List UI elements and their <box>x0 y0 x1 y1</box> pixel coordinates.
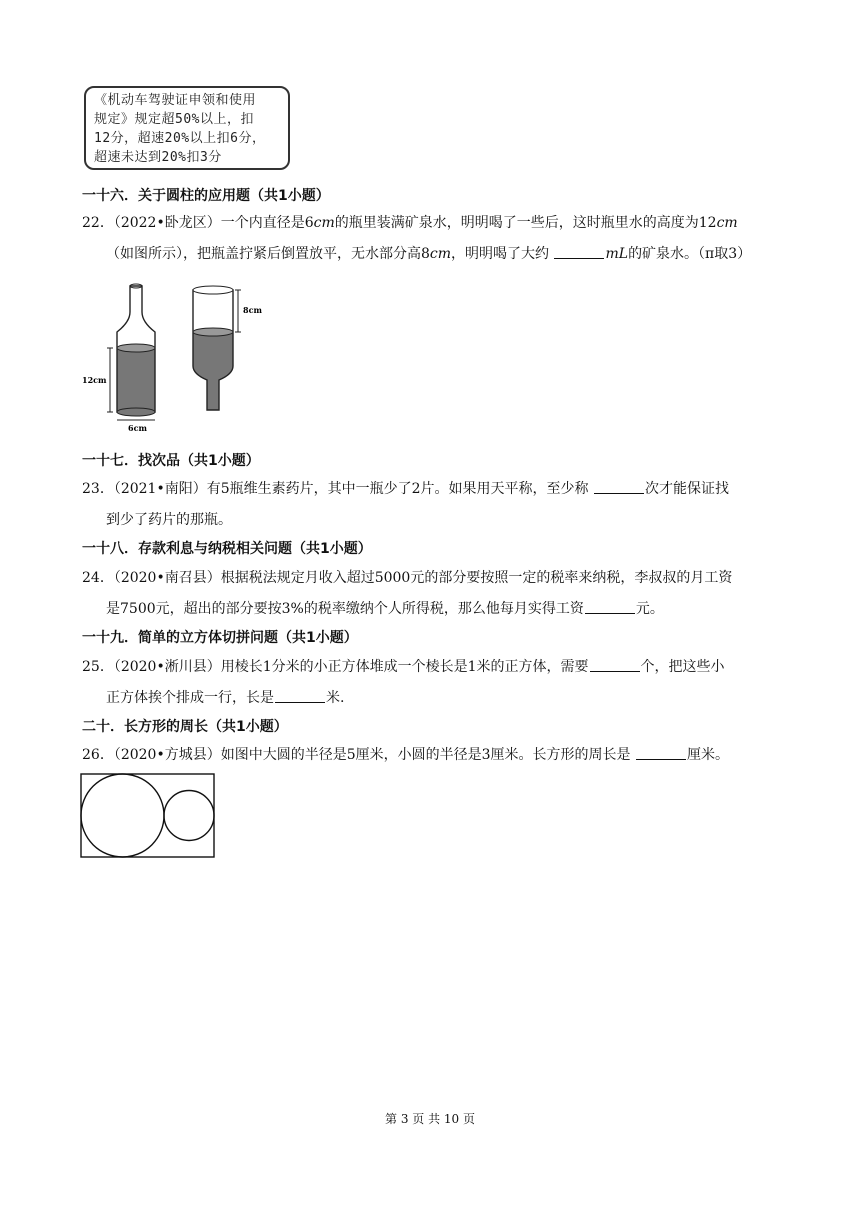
circles-rectangle-figure <box>80 773 216 859</box>
question-line: 26．（2020•方城县）如图中大圆的半径是5厘米，小圆的半径是3厘米。长方形的周长是 厘米。 <box>82 747 729 763</box>
question-line: 23．（2021•南阳）有5瓶维生素药片，其中一瓶少了2片。如果用天平称，至少称 次才能保证找 <box>82 481 729 497</box>
bottle-figure <box>80 280 270 435</box>
section-heading-20: 二十．长方形的周长（共1小题） <box>82 719 288 735</box>
question-26 <box>82 740 782 771</box>
question-23 <box>82 474 782 536</box>
section-heading-19: 一十九．简单的立方体切拼问题（共1小题） <box>82 630 358 646</box>
label-8cm: 8cm <box>243 305 262 315</box>
question-line: 22．（2022•卧龙区）一个内直径是6cm的瓶里装满矿泉水，明明喝了一些后，这时瓶里水的高度为12cm <box>82 215 738 231</box>
question-line: 25．（2020•淅川县）用棱长1分米的小正方体堆成一个棱长是1米的正方体，需要 个，把这些小 <box>82 659 725 675</box>
traffic-rule-note <box>84 86 290 170</box>
answer-blank[interactable] <box>594 479 644 494</box>
inverted-bottle <box>193 286 241 410</box>
question-line: （如图所示），把瓶盖拧紧后倒置放平，无水部分高8cm，明明喝了大约 mL的矿泉水。（π取3） <box>106 246 752 262</box>
section-heading-17: 一十七．找次品（共1小题） <box>82 453 260 469</box>
label-6cm: 6cm <box>128 423 147 433</box>
note-line: 《机动车驾驶证申领和使用 <box>94 93 257 108</box>
rectangle-outline <box>81 774 214 857</box>
answer-blank[interactable] <box>585 599 635 614</box>
note-line: 规定》规定超50%以上，扣 <box>94 112 254 127</box>
note-line: 超速未达到20%扣3分 <box>94 150 222 165</box>
note-line: 12分，超速20%以上扣6分， <box>94 131 266 146</box>
section-heading-16: 一十六．关于圆柱的应用题（共1小题） <box>82 188 330 204</box>
question-line: 正方体挨个排成一行，长是 米. <box>106 690 345 706</box>
label-12cm: 12cm <box>82 375 107 385</box>
question-line: 24．（2020•南召县）根据税法规定月收入超过5000元的部分要按照一定的税率来纳税，李叔叔的月工资 <box>82 570 733 586</box>
answer-blank[interactable] <box>590 657 640 672</box>
answer-blank[interactable] <box>636 745 686 760</box>
question-25 <box>82 652 782 714</box>
page-footer: 第 3 页 共 10 页 <box>385 1112 475 1126</box>
section-heading-18: 一十八．存款利息与纳税相关问题（共1小题） <box>82 541 372 557</box>
question-24 <box>82 563 782 625</box>
question-22 <box>82 208 782 270</box>
question-line: 是7500元，超出的部分要按3%的税率缴纳个人所得税，那么他每月实得工资 元。 <box>106 601 664 617</box>
answer-blank[interactable] <box>554 244 604 259</box>
answer-blank[interactable] <box>275 688 325 703</box>
large-circle <box>81 774 164 857</box>
question-line: 到少了药片的那瓶。 <box>106 512 232 528</box>
upright-bottle <box>107 284 155 420</box>
small-circle <box>164 791 214 841</box>
